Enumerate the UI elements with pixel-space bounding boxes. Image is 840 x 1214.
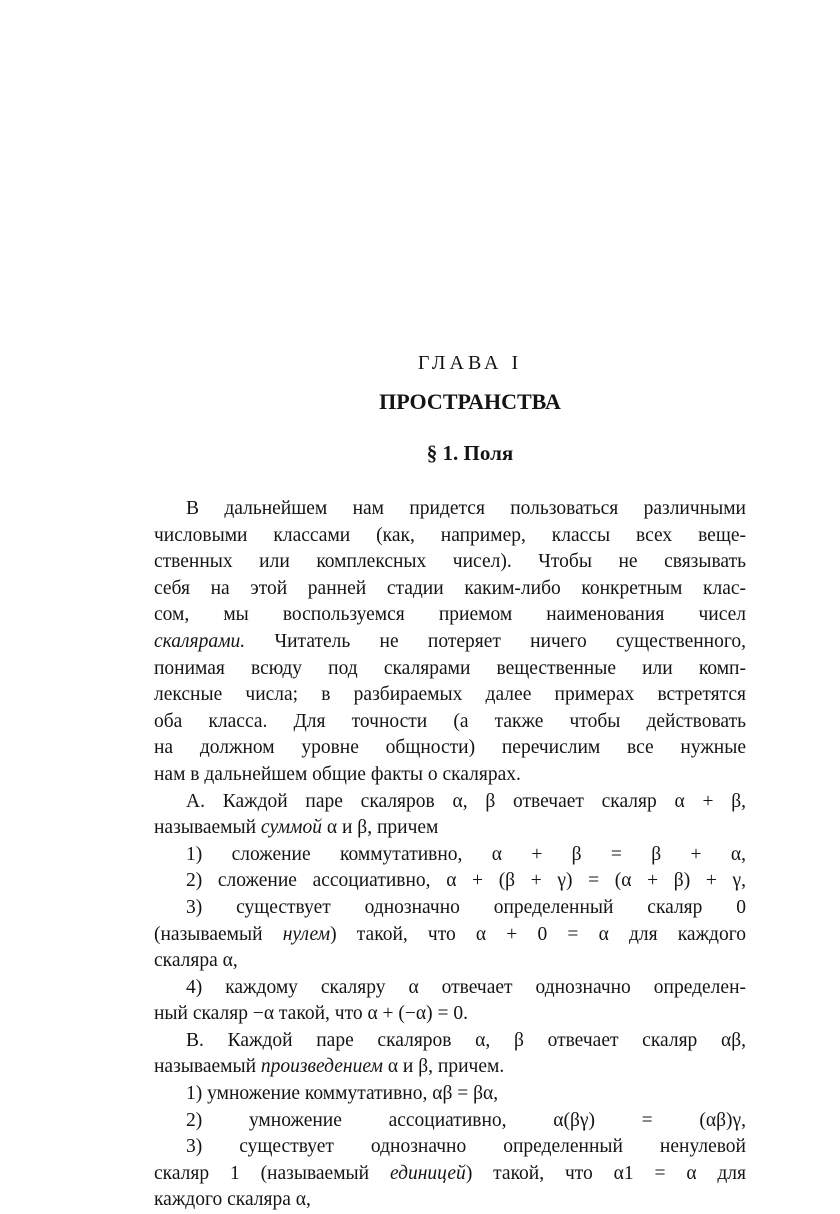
text-fragment: Читатель не потеряет ничего существенного,: [245, 630, 746, 652]
text-fragment: скаляр 1 (называемый: [154, 1162, 390, 1184]
emphasis-term: произведением: [260, 1056, 383, 1078]
text-line: оба класса. Для точности (а также чтобы действовать: [154, 710, 746, 732]
text-line: А. Каждой паре скаляров α, β отвечает скаляр α + β,: [186, 790, 746, 812]
text-line: 1) умножение коммутативно, αβ = βα,: [186, 1083, 499, 1105]
emphasis-term: скалярами.: [154, 630, 246, 652]
text-line: скаляра α,: [154, 950, 238, 972]
text-line: ный скаляр −α такой, что α + (−α) = 0.: [154, 1003, 468, 1025]
emphasis-term: единицей: [389, 1162, 466, 1184]
book-page: [154, 352, 746, 1214]
emphasis-term: суммой: [260, 817, 323, 839]
text-line: 2) умножение ассоциативно, α(βγ) = (αβ)γ,: [186, 1109, 746, 1131]
chapter-title: ПРОСТРАНСТВА: [379, 389, 561, 414]
text-line: 3) существует однозначно определенный ненулевой: [186, 1136, 746, 1158]
text-fragment: называемый: [154, 1056, 261, 1078]
text-line: [154, 629, 746, 656]
text-line: нам в дальнейшем общие факты о скалярах.: [154, 763, 521, 785]
text-line: ственных или комплексных чисел). Чтобы не связывать: [154, 551, 746, 573]
text-line: себя на этой ранней стадии каким-либо конкретным клас-: [154, 577, 746, 599]
text-line: [154, 815, 746, 842]
text-fragment: α и β, причем.: [382, 1056, 505, 1078]
text-fragment: называемый: [154, 817, 261, 839]
text-fragment: ) такой, что α + 0 = α для каждого: [330, 923, 746, 945]
text-line: лексные числа; в разбираемых далее примерах встретятся: [154, 684, 746, 706]
text-line: понимая всюду под скалярами вещественные или комп-: [154, 657, 746, 679]
text-fragment: ) такой, что α1 = α для: [465, 1162, 747, 1184]
section-title: § 1. Поля: [426, 441, 514, 465]
text-line: числовыми классами (как, например, классы всех веще-: [154, 524, 746, 546]
text-line: 3) существует однозначно определенный скаляр 0: [186, 896, 746, 918]
chapter-label: ГЛАВА I: [417, 352, 523, 374]
text-line: [154, 1054, 746, 1081]
emphasis-term: нулем: [282, 923, 331, 945]
text-line: 1) сложение коммутативно, α + β = β + α,: [186, 843, 746, 865]
text-line: 4) каждому скаляру α отвечает однозначно определен-: [186, 976, 746, 998]
text-line: сом, мы воспользуемся приемом наименования чисел: [154, 604, 746, 626]
text-line: 2) сложение ассоциативно, α + (β + γ) = (α + β) + γ,: [186, 870, 746, 892]
text-line: [154, 1161, 746, 1188]
text-fragment: α и β, причем: [322, 817, 439, 839]
text-line: на должном уровне общности) перечислим все нужные: [154, 737, 746, 759]
body-text: [154, 496, 746, 1214]
text-line: каждого скаляра α,: [154, 1189, 311, 1211]
text-line: В дальнейшем нам придется пользоваться различными: [186, 498, 746, 519]
text-fragment: (называемый: [154, 923, 283, 945]
text-line: [154, 922, 746, 949]
text-line: В. Каждой паре скаляров α, β отвечает скаляр αβ,: [186, 1029, 746, 1051]
